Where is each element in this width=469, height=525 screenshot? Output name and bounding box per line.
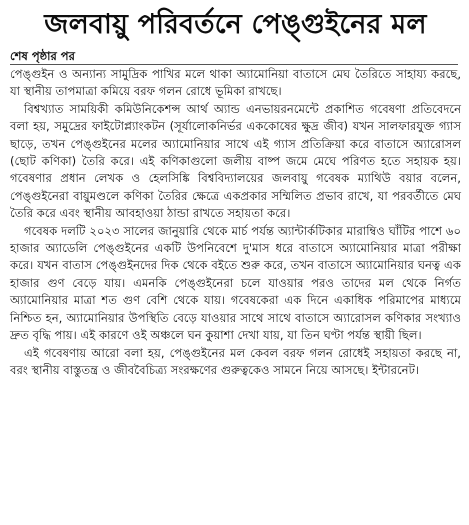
section-divider	[10, 64, 458, 65]
article-paragraph-4: এই গবেষণায় আরো বলা হয়, পেঙ্গুইনের মল কেবল বরফ গলন রোধেই সহায়তা করছে না, বরং স্থানীয় বাস্তুতন্ত্র ও জীববৈচিত্র্য সংরক্ষণের গুরুত্বকেও সামনে নিয়ে আসছে। ইন্টারনেট।	[10, 345, 461, 377]
article-paragraph-1: পেঙ্গুইন ও অন্যান্য সামুদ্রিক পাখির মলে থাকা অ্যামোনিয়া বাতাসে মেঘ তৈরিতে সাহায্য করছে, যা স্থানীয় তাপমাত্রা কমিয়ে বরফ গলন রোধে ভূমিকা রাখছে।	[10, 67, 461, 99]
continued-from-label: শেষ পৃষ্ঠার পর	[10, 49, 75, 63]
article-paragraph-3: গবেষক দলটি ২০২৩ সালের জানুয়ারি থেকে মার্চ পর্যন্ত অ্যান্টার্কটিকার মারাম্বিও ঘাঁটির পাশে ৬০ হাজার অ্যাডেলি পেঙ্গুইনের একটি উপনিবেশে দু'মাস ধরে বাতাসে অ্যামোনিয়ার মাত্রা পরীক্ষা করে। যখন বাতাস পেঙ্গুইনদের দিক থেকে বইতে শুরু করে, তখন বাতাসে অ্যামোনিয়ার ঘনত্ব এক হাজার গুণ বেড়ে যায়। এমনকি পেঙ্গুইনেরা চলে যাওয়ার পরও তাদের মল থেকে নির্গত অ্যামোনিয়ার মাত্রা শত গুণ বেশি থেকে যায়। গবেষকেরা এক দিনে একাধিক পরিমাপের মাধ্যমে নিশ্চিত হন, অ্যামোনিয়ার উপস্থিতি বেড়ে যাওয়ার সাথে সাথে বাতাসে অ্যারোসল কণিকার সংখ্যাও দ্রুত বৃদ্ধি পায়। এই কারণে ওই অঞ্চলে ঘন কুয়াশা দেখা যায়, যা তিন ঘণ্টা পর্যন্ত স্থায়ী ছিল।	[10, 223, 461, 343]
article-paragraph-2: বিশ্বখ্যাত সাময়িকী কমিউনিকেশন্স আর্থ অ্যান্ড এনভায়রনমেন্টে প্রকাশিত গবেষণা প্রতিবেদনে বলা হয়, সমুদ্রের ফাইটোপ্ল্যাংকটন (সূর্যালোকনির্ভর এককোষের ক্ষুদ্র জীব) যখন সালফারযুক্ত গ্যাস ছাড়ে, তখন পেঙ্গুইনের মলের অ্যামোনিয়ার সাথে এই গ্যাস প্রতিক্রিয়া করে বাতাসে অ্যারোসল (ছোট কণিকা) তৈরি করে। এই কণিকাগুলো জলীয় বাষ্প জমে মেঘে পরিণত হতে সহায়ক হয়। গবেষণার প্রধান লেখক ও হেলসিঙ্কি বিশ্ববিদ্যালয়ের জলবায়ু গবেষক ম্যাথিউ বয়ার বলেন, পেঙ্গুইনেরা বায়ুমণ্ডলে কণিকা তৈরির ক্ষেত্রে একপ্রকার সম্মিলিত প্রভাব রাখে, যা পরবর্তীতে মেঘ তৈরি করে এবং স্থানীয় আবহাওয়া ঠান্ডা রাখতে সহায়তা করে।	[10, 101, 461, 221]
article-headline: জলবায়ু পরিবর্তনে পেঙ্গুইনের মল	[44, 9, 427, 40]
article-body	[10, 66, 461, 379]
